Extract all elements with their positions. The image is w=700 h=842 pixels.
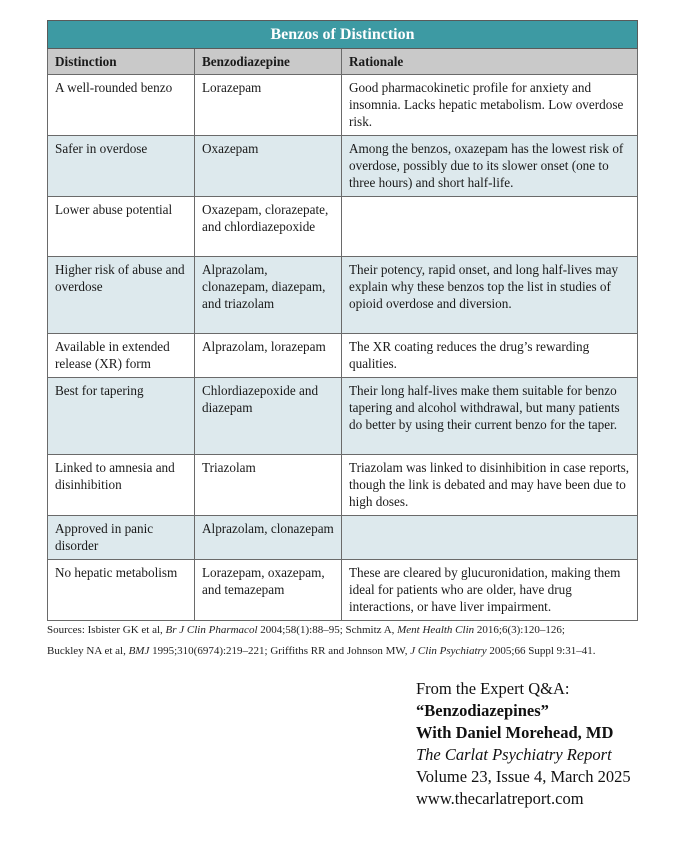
benzos-table-container (47, 20, 637, 621)
cell-benzodiazepine: Alprazolam, clonazepam, diazepam, and triazolam (195, 257, 342, 334)
cell-distinction: No hepatic metabolism (48, 560, 195, 621)
credit-website: www.thecarlatreport.com (416, 789, 584, 808)
credit-article-title: “Benzodiazepines” (416, 701, 549, 720)
header-benzodiazepine: Benzodiazepine (195, 49, 342, 75)
cell-rationale: These are cleared by glucuronidation, making them ideal for patients who are older, have drug interactions, or have liver impairment. (342, 560, 638, 621)
journal-name: J Clin Psychiatry (410, 645, 487, 657)
cell-benzodiazepine: Chlordiazepoxide and diazepam (195, 378, 342, 455)
table-row (48, 136, 638, 197)
cell-rationale: Their long half-lives make them suitable for benzo tapering and alcohol withdrawal, but many patients do better by using their current benzo for the taper. (342, 378, 638, 455)
sources-text: Sources: Isbister GK et al, (47, 624, 166, 636)
cell-rationale (342, 516, 638, 560)
credit-issue: Volume 23, Issue 4, March 2025 (416, 767, 631, 786)
cell-distinction: Higher risk of abuse and overdose (48, 257, 195, 334)
cell-benzodiazepine: Lorazepam, oxazepam, and temazepam (195, 560, 342, 621)
sources-note (47, 620, 647, 662)
benzos-table (47, 20, 638, 621)
cell-rationale: Triazolam was linked to disinhibition in case reports, though the link is debated and may have been due to high doses. (342, 455, 638, 516)
cell-rationale: Good pharmacokinetic profile for anxiety and insomnia. Lacks hepatic metabolism. Low overdose risk. (342, 75, 638, 136)
journal-name: Br J Clin Pharmacol (165, 624, 258, 636)
cell-rationale: The XR coating reduces the drug’s rewarding qualities. (342, 334, 638, 378)
credit-intro: From the Expert Q&A: (416, 679, 570, 698)
cell-rationale (342, 197, 638, 257)
cell-benzodiazepine: Triazolam (195, 455, 342, 516)
table-row (48, 560, 638, 621)
cell-benzodiazepine: Alprazolam, clonazepam (195, 516, 342, 560)
table-row (48, 455, 638, 516)
cell-benzodiazepine: Oxazepam, clorazepate, and chlordiazepoxide (195, 197, 342, 257)
cell-distinction: Best for tapering (48, 378, 195, 455)
cell-rationale: Their potency, rapid onset, and long half-lives may explain why these benzos top the list in studies of opioid overdose and diversion. (342, 257, 638, 334)
cell-distinction: Linked to amnesia and disinhibition (48, 455, 195, 516)
journal-name: BMJ (128, 645, 150, 657)
sources-text: Buckley NA et al, (47, 645, 129, 657)
source-credit (416, 678, 631, 810)
cell-distinction: A well-rounded benzo (48, 75, 195, 136)
cell-rationale: Among the benzos, oxazepam has the lowest risk of overdose, possibly due to its slower onset (one to three hours) and short half-life. (342, 136, 638, 197)
credit-author: With Daniel Morehead, MD (416, 723, 614, 742)
header-rationale: Rationale (342, 49, 638, 75)
table-title: Benzos of Distinction (48, 21, 638, 49)
table-row (48, 516, 638, 560)
sources-line-2 (47, 641, 647, 662)
credit-publication: The Carlat Psychiatry Report (416, 745, 612, 764)
cell-distinction: Lower abuse potential (48, 197, 195, 257)
cell-benzodiazepine: Lorazepam (195, 75, 342, 136)
cell-benzodiazepine: Oxazepam (195, 136, 342, 197)
sources-line-1 (47, 620, 647, 641)
cell-distinction: Safer in overdose (48, 136, 195, 197)
table-row (48, 378, 638, 455)
table-row (48, 334, 638, 378)
table-row (48, 75, 638, 136)
cell-distinction: Available in extended release (XR) form (48, 334, 195, 378)
table-row (48, 197, 638, 257)
sources-text: 2005;66 Suppl 9:31–41. (486, 645, 596, 657)
sources-text: 2004;58(1):88–95; Schmitz A, (257, 624, 398, 636)
table-row (48, 257, 638, 334)
header-distinction: Distinction (48, 49, 195, 75)
cell-distinction: Approved in panic disorder (48, 516, 195, 560)
journal-name: Ment Health Clin (397, 624, 475, 636)
cell-benzodiazepine: Alprazolam, lorazepam (195, 334, 342, 378)
sources-text: 1995;310(6974):219–221; Griffiths RR and Johnson MW, (149, 645, 411, 657)
sources-text: 2016;6(3):120–126; (474, 624, 565, 636)
